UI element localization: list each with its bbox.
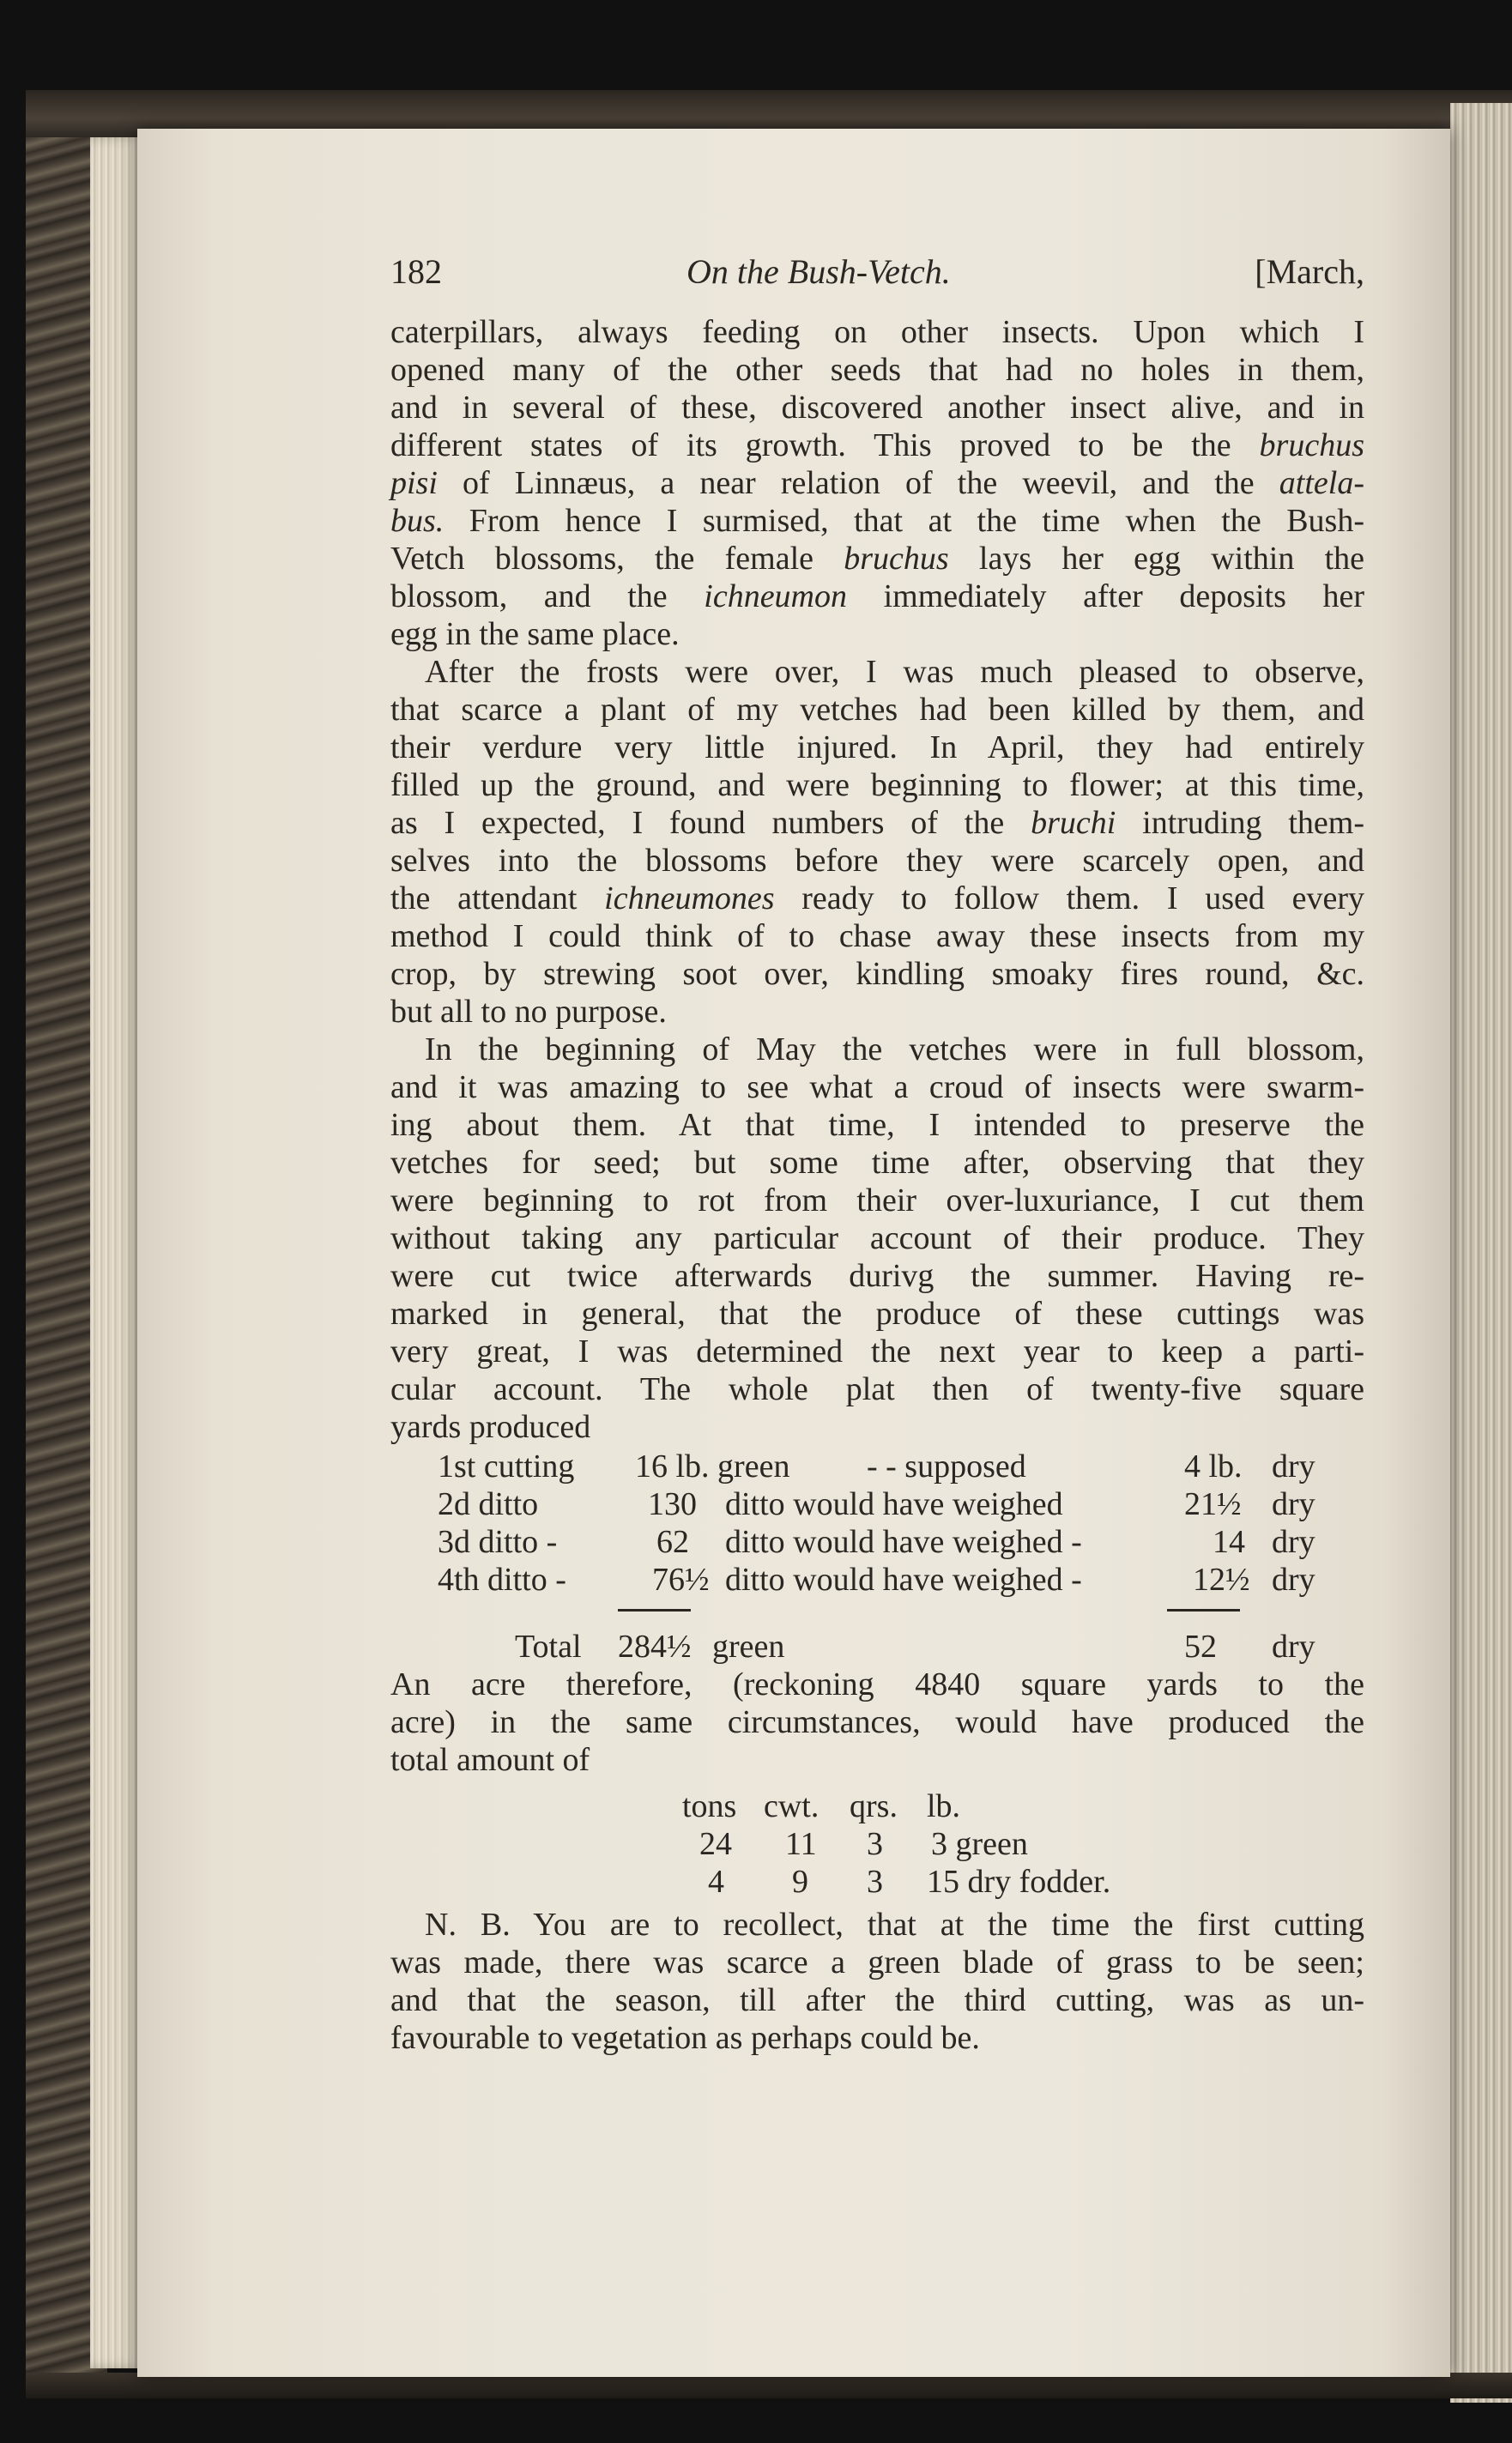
text-line: as I expected, I found numbers of the bruchi intruding them-: [390, 805, 1364, 841]
cutting-dry-weight: 14: [1213, 1524, 1245, 1560]
text-line: were cut twice afterwards durivg the summer. Having re-: [390, 1258, 1364, 1294]
yield-cell: 3: [867, 1826, 883, 1862]
cuttings-row: [390, 1561, 1364, 1599]
text-line: the attendant ichneumones ready to follow them. I used every: [390, 880, 1364, 916]
total-dry-weight: 52: [1184, 1629, 1217, 1665]
text-line: favourable to vegetation as perhaps could be.: [390, 2020, 980, 2056]
text-line: acre) in the same circumstances, would have produced the: [390, 1704, 1364, 1740]
cutting-amount: 130: [648, 1486, 697, 1522]
text-line: pisi of Linnæus, a near relation of the weevil, and the attela-: [390, 465, 1364, 501]
yield-table: [390, 1782, 1364, 1902]
text-line: yards produced: [390, 1409, 591, 1445]
text-line: were beginning to rot from their over-luxuriance, I cut them: [390, 1182, 1364, 1218]
cuttings-row: [390, 1485, 1364, 1523]
cuttings-row: [390, 1523, 1364, 1561]
cutting-description: ditto would have weighed -: [725, 1524, 1082, 1560]
cutting-label: 4th ditto -: [438, 1562, 566, 1598]
total-unit: green: [712, 1629, 785, 1665]
yield-cell: 15 dry fodder.: [927, 1864, 1111, 1900]
text-line: filled up the ground, and were beginning to flower; at this time,: [390, 767, 1364, 803]
yield-header: cwt.: [764, 1788, 820, 1824]
cutting-dry-weight: 4 lb.: [1184, 1448, 1243, 1485]
running-title: On the Bush-Vetch.: [686, 252, 951, 291]
paragraph-frosts: [390, 653, 1364, 1031]
cutting-dry-unit: dry: [1272, 1524, 1315, 1560]
total-amount: 284½: [618, 1629, 692, 1665]
cutting-dry-unit: dry: [1272, 1448, 1315, 1485]
text-line: After the frosts were over, I was much pleased to observe,: [425, 654, 1364, 690]
page-text-block: [390, 253, 1364, 2057]
text-line: that scarce a plant of my vetches had been killed by them, and: [390, 692, 1364, 728]
text-line: An acre therefore, (reckoning 4840 square yards to the: [390, 1666, 1364, 1702]
yield-row: [390, 1863, 1364, 1901]
text-line: and in several of these, discovered another insect alive, and in: [390, 390, 1364, 426]
text-line: N. B. You are to recollect, that at the time the first cutting: [425, 1907, 1364, 1943]
cutting-description: - - supposed: [867, 1448, 1026, 1485]
text-line: egg in the same place.: [390, 616, 680, 652]
total-label: Total: [515, 1629, 582, 1665]
total-dry-unit: dry: [1272, 1629, 1315, 1665]
sum-rules: [390, 1599, 1364, 1628]
yield-cell: 4: [708, 1864, 724, 1900]
cutting-dry-weight: 21½: [1184, 1486, 1242, 1522]
text-line: selves into the blossoms before they were scarcely open, and: [390, 843, 1364, 879]
text-line: caterpillars, always feeding on other insects. Upon which I: [390, 314, 1364, 350]
text-line: and it was amazing to see what a croud of insects were swarm-: [390, 1069, 1364, 1105]
page-edges-right: [1450, 103, 1512, 2403]
sum-rule-dry: [1167, 1609, 1240, 1612]
yield-row: [390, 1825, 1364, 1863]
text-line: and that the season, till after the third cutting, was as un-: [390, 1982, 1364, 2018]
text-line: vetches for seed; but some time after, observing that they: [390, 1145, 1364, 1181]
yield-header-row: [390, 1787, 1364, 1825]
cutting-dry-unit: dry: [1272, 1486, 1315, 1522]
text-line: their verdure very little injured. In April, they had entirely: [390, 729, 1364, 765]
cuttings-row: [390, 1448, 1364, 1485]
sum-rule-green: [618, 1609, 691, 1612]
cutting-amount: 62: [656, 1524, 689, 1560]
yield-cell: 3 green: [931, 1826, 1028, 1862]
yield-header: tons: [682, 1788, 737, 1824]
cutting-label: 2d ditto: [438, 1486, 539, 1522]
cutting-label: 3d ditto -: [438, 1524, 558, 1560]
total-row: [390, 1628, 1364, 1666]
paragraph-acre: [390, 1666, 1364, 1779]
text-line: crop, by strewing soot over, kindling smoaky fires round, &c.: [390, 956, 1364, 992]
cutting-description: ditto would have weighed: [725, 1486, 1063, 1522]
text-line: ing about them. At that time, I intended to preserve the: [390, 1107, 1364, 1143]
paragraph-nota-bene: [390, 1906, 1364, 2057]
text-line: but all to no purpose.: [390, 994, 667, 1030]
paragraph-may: [390, 1031, 1364, 1446]
text-line: different states of its growth. This proved to be the bruchus: [390, 427, 1364, 463]
text-line: very great, I was determined the next year to keep a parti-: [390, 1333, 1364, 1370]
cutting-dry-weight: 12½: [1193, 1562, 1250, 1598]
running-month: [March,: [1255, 252, 1364, 291]
text-line: was made, there was scarce a green blade of grass to be seen;: [390, 1944, 1364, 1980]
cutting-amount: 16 lb. green: [635, 1448, 790, 1485]
text-line: method I could think of to chase away these insects from my: [390, 918, 1364, 954]
text-line: opened many of the other seeds that had no holes in them,: [390, 352, 1364, 388]
cutting-amount: 76½: [652, 1562, 710, 1598]
text-line: marked in general, that the produce of these cuttings was: [390, 1296, 1364, 1332]
yield-header: qrs.: [850, 1788, 898, 1824]
cutting-dry-unit: dry: [1272, 1562, 1315, 1598]
page-number: 182: [390, 252, 442, 291]
text-line: blossom, and the ichneumon immediately after deposits her: [390, 578, 1364, 614]
text-line: Vetch blossoms, the female bruchus lays her egg within the: [390, 541, 1364, 577]
yield-cell: 11: [785, 1826, 817, 1862]
yield-cell: 9: [792, 1864, 808, 1900]
yield-cell: 3: [867, 1864, 883, 1900]
text-line: total amount of: [390, 1742, 590, 1778]
paragraph-caterpillars: [390, 313, 1364, 653]
text-line: In the beginning of May the vetches were in full blossom,: [425, 1031, 1364, 1067]
text-line: bus. From hence I surmised, that at the time when the Bush-: [390, 503, 1364, 539]
text-line: without taking any particular account of their produce. They: [390, 1220, 1364, 1256]
text-line: cular account. The whole plat then of twenty-five square: [390, 1371, 1364, 1407]
yield-cell: 24: [699, 1826, 732, 1862]
cutting-label: 1st cutting: [438, 1448, 575, 1485]
cuttings-table: [390, 1448, 1364, 1666]
page-header: [390, 253, 1364, 305]
cutting-description: ditto would have weighed -: [725, 1562, 1082, 1598]
yield-header: lb.: [927, 1788, 961, 1824]
